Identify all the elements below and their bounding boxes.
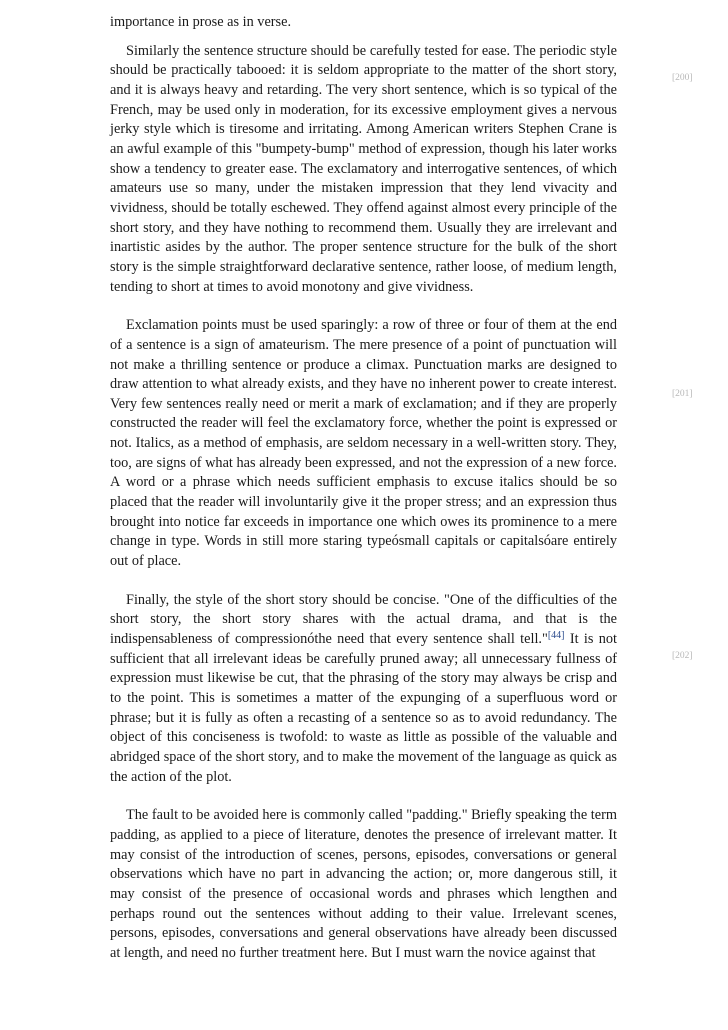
- paragraph-padding: The fault to be avoided here is commonly called "padding." Briefly speaking the term padding, as applied to a piece of literature, denotes the presence of irrelevant matter. It may consist of the introduction of scenes, persons, episodes, conversations or general observations which have no part in advancing the action; or, more dangerous still, it may consist of the presence of occasional words and phrases which lengthen and perhaps round out the sentences without adding to their value. Irrelevant scenes, persons, episodes, conversations and general observations have already been discussed at length, and need no further treatment here. But I must warn the novice against that: [110, 807, 617, 961]
- paragraph-exclamation-points: Exclamation points must be used sparingly: a row of three or four of them at the end of a sentence is a sign of amateurism. The mere presence of a point of punctuation will not make a thrilling sentence or produce a climax. Punctuation marks are designed to draw attention to what already exists, and they have no inherent power to create interest. Very few sentences really need or merit a mark of exclamation; and if they are properly constructed the reader will feel the exclamatory force, whether the point is expressed or not. Italics, as a method of emphasis, are seldom necessary in a well-written story. They, too, are signs of what has already been expressed, and not the expression of a new force. A word or a phrase which needs sufficient emphasis to excuse italics should be so placed that the reader will involuntarily give it the proper stress; and an expression thus brought into notice far exceeds in importance one which owes its prominence to a mere change in type. Words in still more staring typeósmall capitals or capitalsóare entirely out of place.: [110, 317, 617, 570]
- paragraph-continuation: importance in prose as in verse.: [110, 14, 292, 30]
- paragraph-conciseness-part1: Finally, the style of the short story should be concise. "One of the difficulties of the short story, the short story shares with the actual drama, and that is the indispensableness of compressionóthe need that every sentence shall tell.": [110, 591, 617, 648]
- paragraph-conciseness-part2: It is not sufficient that all irrelevant ideas be carefully pruned away; all unnecessary fullness of expression must likewise be cut, that the phrasing of the story may always be crisp and to the point. This is sometimes a matter of the expunging of a superfluous word or phrase; but it is fully as often a recasting of a sentence so as to avoid redundancy. The object of this conciseness is twofold: to waste as little as possible of the valuable and abridged space of the short story, and to make the movement of the language as quick as the action of the plot.: [110, 631, 617, 785]
- paragraph-conciseness: [110, 591, 617, 788]
- page-number-202: [202]: [672, 651, 693, 661]
- footnote-link-44[interactable]: [44]: [547, 630, 565, 642]
- paragraph-sentence-structure: Similarly the sentence structure should be carefully tested for ease. The periodic style should be practically tabooed: it is seldom appropriate to the matter of the short story, and it is always heavy and retarding. The very short sentence, which is so typical of the French, may be used only in moderation, for its excessive employment gives a nervous jerky style which is tiresome and irritating. Among American writers Stephen Crane is an awful example of this "bumpety-bump" method of expression, though his later works show a tendency to greater ease. The exclamatory and interrogative sentences, of which amateurs use so many, under the mistaken impression that they lend vivacity and vividness, should be totally eschewed. They offend against almost every principle of the short story, and they have nothing to recommend them. Usually they are irrelevant and inartistic asides by the author. The proper sentence structure for the bulk of the short story is the simple straightforward declarative sentence, rather loose, of medium length, tending to short at times to avoid monotony and give vividness.: [110, 42, 617, 295]
- page-number-201: [201]: [672, 389, 693, 399]
- page-number-200: [200]: [672, 73, 693, 83]
- text-column: [110, 13, 617, 983]
